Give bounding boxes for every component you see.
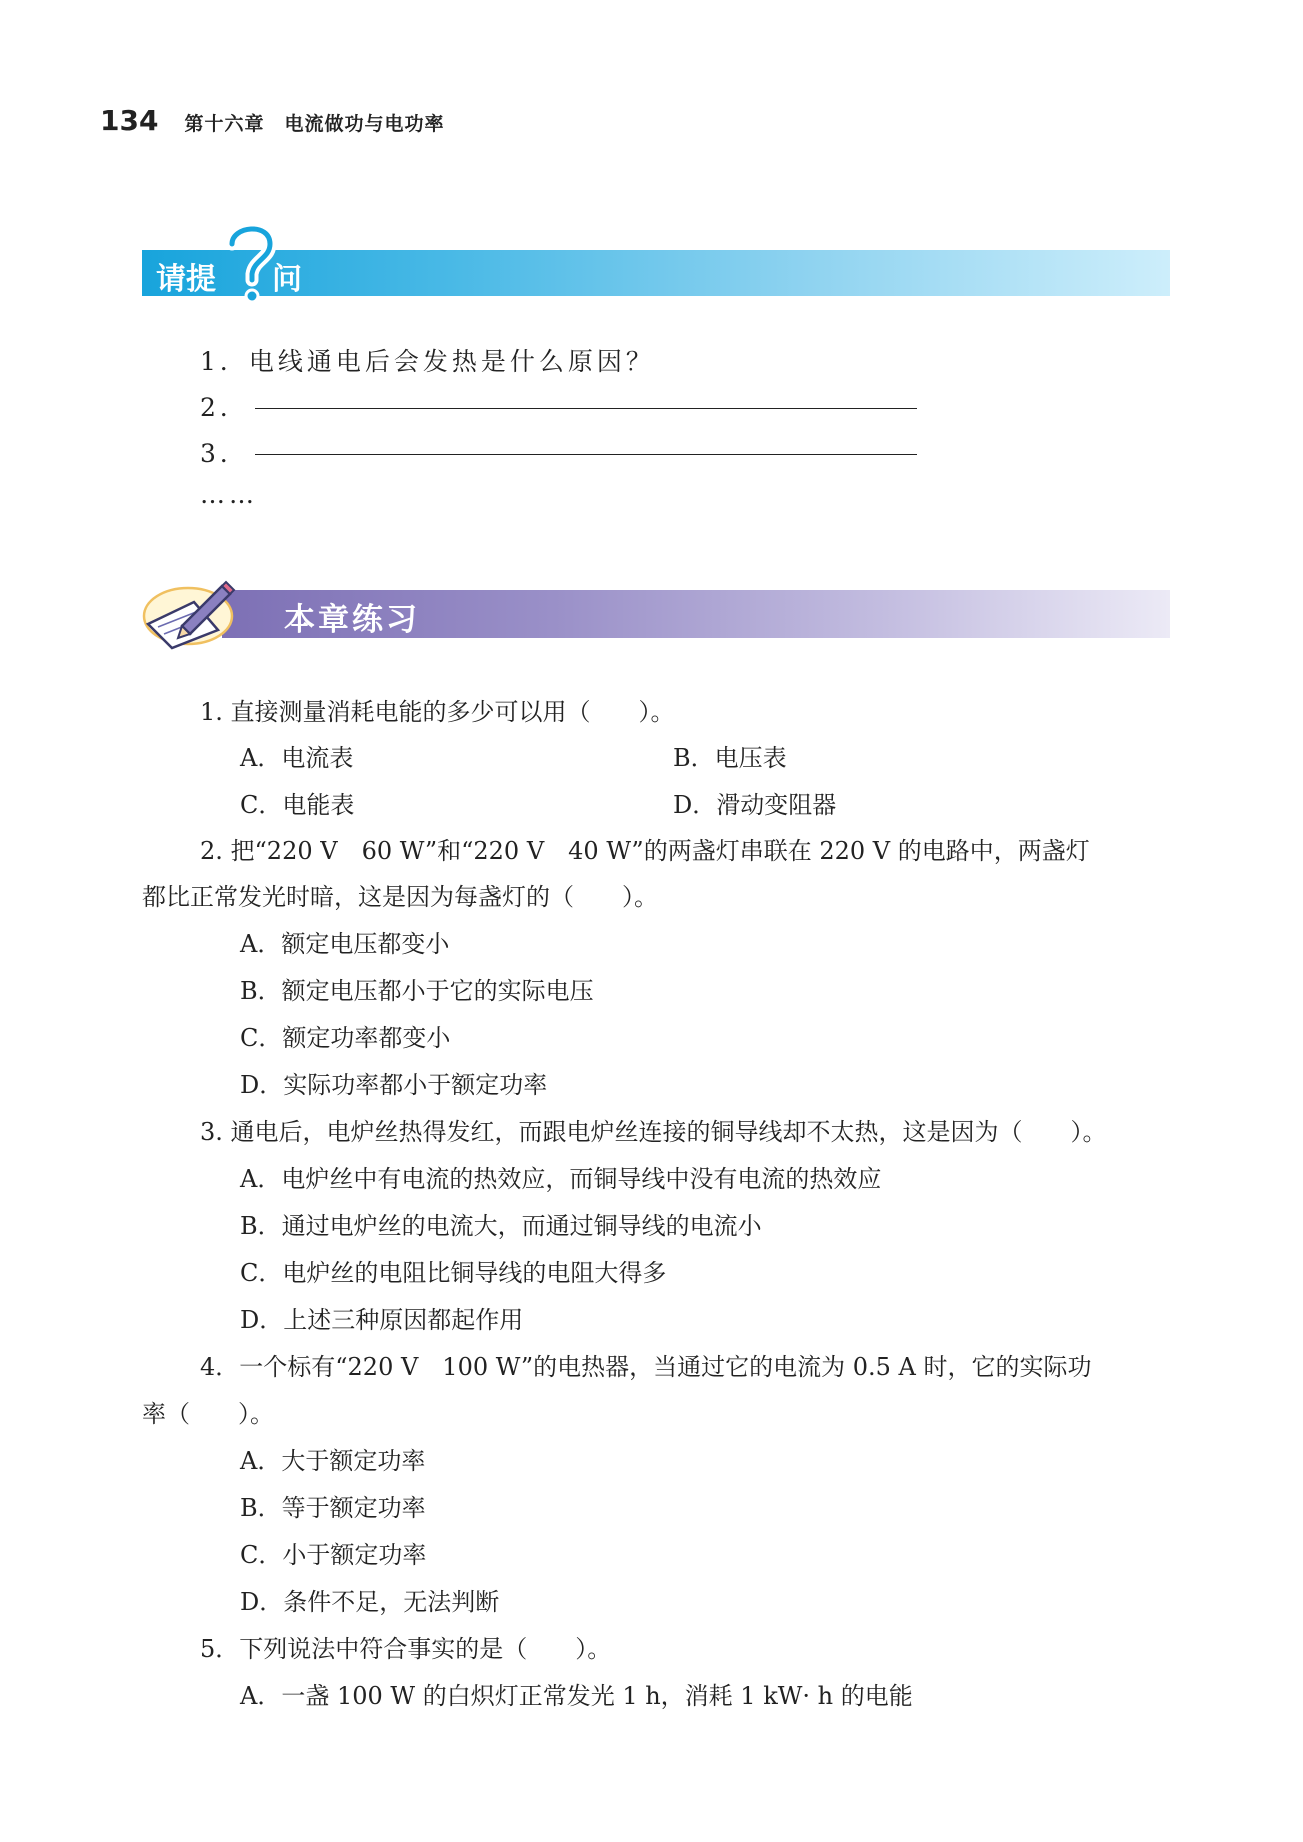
answer-blank-line <box>255 453 917 455</box>
ask-banner-title-right: 问 <box>272 262 302 297</box>
q4-option-d: D．条件不足，无法判断 <box>240 1588 500 1616</box>
pencil-paper-icon <box>138 572 242 652</box>
question-4-stem-cont: 率（ <box>142 1400 190 1428</box>
ask-ellipsis: …… <box>200 480 258 509</box>
page-number: 134 <box>100 104 159 137</box>
ask-banner-title-left: 请提 <box>156 262 216 297</box>
chapter-exercise-banner <box>222 590 1170 638</box>
q1-option-a: A．电流表 <box>240 744 354 772</box>
question-2-line-1: 2. 把“220 V 60 W”和“220 V 40 W”的两盏灯串联在 220 V 的电路中，两盏灯 <box>200 837 1090 865</box>
question-3-stem-end: ）。 <box>1070 1118 1107 1146</box>
question-2-line-2 <box>142 877 658 912</box>
question-3 <box>200 1112 1107 1147</box>
page-header <box>100 104 444 144</box>
ask-item-2-number: 2． <box>200 393 249 422</box>
answer-blank-line <box>255 407 917 409</box>
q5-option-a: A．一盏 100 W 的白炽灯正常发光 1 h，消耗 1 kW· h 的电能 <box>240 1682 913 1710</box>
question-5-stem: 5．下列说法中符合事实的是（ <box>200 1635 528 1663</box>
q2-option-b: B．额定电压都小于它的实际电压 <box>240 977 594 1005</box>
q2-option-a: A．额定电压都变小 <box>240 930 450 958</box>
q1-option-d: D．滑动变阻器 <box>673 791 837 819</box>
ask-item-1: 1．电线通电后会发热是什么原因？ <box>200 347 655 376</box>
question-mark-icon <box>218 216 284 306</box>
question-4-line-2 <box>142 1394 274 1429</box>
question-3-stem: 3. 通电后，电炉丝热得发红，而跟电炉丝连接的铜导线却不太热，这是因为（ <box>200 1118 1023 1146</box>
q1-option-b: B．电压表 <box>673 744 787 772</box>
q3-option-b: B．通过电炉丝的电流大，而通过铜导线的电流小 <box>240 1212 762 1240</box>
question-1-stem-end: ）。 <box>638 698 675 726</box>
question-5 <box>200 1629 611 1664</box>
q3-option-d: D．上述三种原因都起作用 <box>240 1306 524 1334</box>
question-5-stem-end: ）。 <box>575 1635 612 1663</box>
question-2-stem-cont: 都比正常发光时暗，这是因为每盏灯的（ <box>142 883 574 911</box>
chapter-title: 第十六章 电流做功与电功率 <box>184 113 445 135</box>
q3-option-c: C．电炉丝的电阻比铜导线的电阻大得多 <box>240 1259 667 1287</box>
q2-option-d: D．实际功率都小于额定功率 <box>240 1071 548 1099</box>
question-1-stem: 1. 直接测量消耗电能的多少可以用（ <box>200 698 591 726</box>
q2-option-c: C．额定功率都变小 <box>240 1024 451 1052</box>
ask-question-banner <box>142 250 1170 296</box>
ask-item-2 <box>200 388 917 424</box>
q3-option-a: A．电炉丝中有电流的热效应，而铜导线中没有电流的热效应 <box>240 1165 882 1193</box>
question-1 <box>200 692 675 727</box>
ask-item-3 <box>200 434 917 470</box>
ask-item-3-number: 3． <box>200 439 249 468</box>
q4-option-a: A．大于额定功率 <box>240 1447 426 1475</box>
exercise-banner-title: 本章练习 <box>284 602 420 638</box>
q1-option-c: C．电能表 <box>240 791 355 819</box>
question-4-stem-end: ）。 <box>238 1400 274 1428</box>
question-2-stem-end: ）。 <box>622 883 658 911</box>
question-4-line-1: 4．一个标有“220 V 100 W”的电热器，当通过它的电流为 0.5 A 时，它的实际功 <box>200 1353 1092 1381</box>
q4-option-b: B．等于额定功率 <box>240 1494 426 1522</box>
q4-option-c: C．小于额定功率 <box>240 1541 427 1569</box>
